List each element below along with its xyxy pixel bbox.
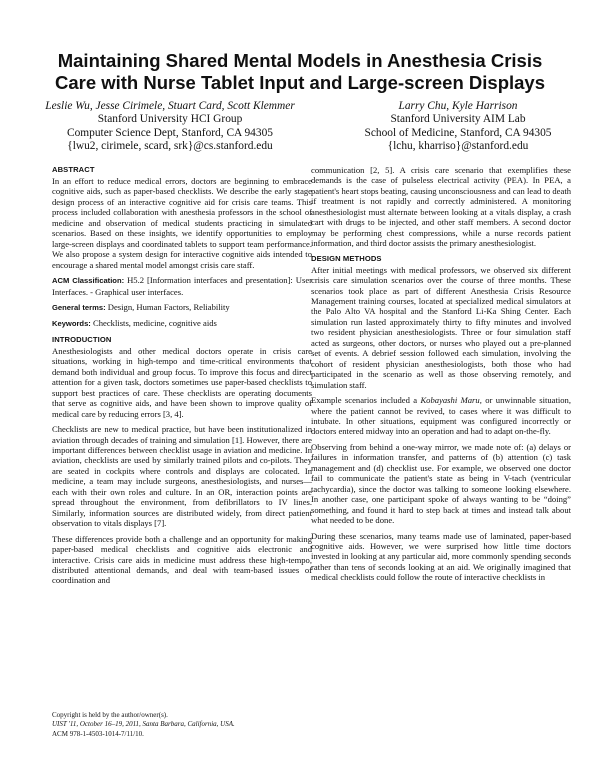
introduction-heading: INTRODUCTION xyxy=(52,334,112,344)
keywords-label: Keywords: xyxy=(52,319,91,329)
right-paragraph-3 xyxy=(311,395,571,437)
keywords xyxy=(52,318,312,329)
footnote-venue: UIST '11, October 16–19, 2011, Santa Barbara, California, USA. xyxy=(52,720,235,729)
left-column xyxy=(52,165,312,591)
footnote-line-2 xyxy=(52,720,312,729)
abstract-text: In an effort to reduce medical errors, doctors are beginning to embrace cognitive aids, such as paper-based checklists. We describe the early stage design process of an interactive cognitive aid for crisis care teams. This process included collaboration with anesthesia professors in the school of medicine and observation of medical students practicing in simulated scenarios. Based on these insights, we identify opportunities to employ large-screen displays and coordinated tablets to support team performance. We also propose a system design for interactive cognitive aids intended to encourage a shared mental model amongst crisis care staff. xyxy=(52,176,312,270)
design-methods-heading: DESIGN METHODS xyxy=(311,253,382,263)
right-paragraph-5: During these scenarios, many teams made use of laminated, paper-based cognitive aids. However, we were surprised how little time doctors invested in looking at any particular aid, more commonly spending seconds rather than tens of seconds looking at an aid. We originally imagined that medical checklists could follow the route of interactive checklists in xyxy=(311,530,571,583)
author-affiliation: Stanford University HCI Group xyxy=(97,113,243,126)
general-terms-text: Design, Human Factors, Reliability xyxy=(107,301,230,312)
p3-text-end: , or unwinnable situation, where the patient cannot be revived, to cases where it was difficult to intubate. In other situations, equipment was configured incorrectly or doctors entered midway into an operation and had to adapt on-the-fly. xyxy=(311,395,571,437)
keywords-text: Checklists, medicine, cognitive aids xyxy=(92,318,217,329)
p3-italic-term: Kobayashi Maru xyxy=(420,395,480,406)
author-email: {lwu2, cirimele, scard, srk}@cs.stanford.edu xyxy=(67,140,273,153)
author-names: Larry Chu, Kyle Harrison xyxy=(398,100,518,112)
author-block-2 xyxy=(318,100,598,154)
right-paragraph-4: Observing from behind a one-way mirror, we made note of: (a) delays or failures in information transfer, and patterns of (b) attention (c) task management and (d) checklist use. For example, we observed one doctor fail to communicate the patient's state as being in V-tach (ventricular tachycardia), since the doctor was talking to someone looking elsewhere. In another case, one participant spoke of always wanting to be “doing” something, and found it hard to step back at times and instead talk about what needed to be done. xyxy=(311,441,571,526)
general-terms xyxy=(52,302,312,313)
author-email: {lchu, kharriso}@stanford.edu xyxy=(387,140,529,153)
footnote-line-3: ACM 978-1-4503-1014-7/11/10. xyxy=(52,729,144,738)
author-affiliation: Stanford University AIM Lab xyxy=(390,113,526,126)
right-paragraph-2: After initial meetings with medical professors, we observed six different crisis care simulation scenarios over the course of three months. These scenarios took place as part of different Anesthesia Crisis Resource Management training courses, located at specialized medical simulators at the Palo Alto VA hospital and the Stanford Li-Ka Shing Center. Each simulation run lasted approximately thirty to fifty minutes and involved two resident physician anesthesiologists. Three or four simulation staff acted as surgeons, other doctors, or nurses who played out a pre-planned set of events. A debrief session followed each simulation, involving the cohort of resident physician anesthesiologists, both those who had participated in the scenario as well as those observing remotely, and simulation staff. xyxy=(311,264,571,390)
right-column xyxy=(311,165,571,588)
author-names: Leslie Wu, Jesse Cirimele, Stuart Card, Scott Klemmer xyxy=(45,100,295,112)
general-terms-label: General terms: xyxy=(52,302,106,312)
p3-text-start: Example scenarios included a xyxy=(311,395,421,406)
right-paragraph-1: communication [2, 5]. A crisis care scenario that exemplifies these demands is the case of pulseless electrical activity (PEA). In PEA, a patient's heart stops beating, causing unconsciousness and can lead to death if treatment is not rapidly and correctly administered. A monitoring anesthesiologist must alternate between looking at a vitals display, a crash cart with drugs to be injected, and other staff members. A second doctor may be performing chest compressions, while a nurse records patient information, and third doctor assists the primary anesthesiologist. xyxy=(311,165,571,249)
intro-paragraph-1: Anesthesiologists and other medical doctors operate in crisis care situations, working in high-tempo and time-critical environments that demand both individual and group focus. To improve this focus and direct attention for a given task, doctors sometimes use paper-based checklists to support best practices of care. These checklists are operating documents that serve as cognitive aids, and have been shown to improve quality of medical care by reducing errors [3, 4]. xyxy=(52,345,312,419)
acm-label: ACM Classification: xyxy=(52,276,125,286)
intro-paragraph-3: These differences provide both a challenge and an opportunity for making paper-based medical checklists and cognitive aids electronic and interactive. Crisis care aids in medicine must address these high-tempo, distributed attentional demands, and deal with team-based issues of coordination and xyxy=(52,533,312,586)
paper-title xyxy=(30,50,570,94)
title-line-1: Maintaining Shared Mental Models in Anesthesia Crisis xyxy=(57,50,543,71)
intro-paragraph-2: Checklists are new to medical practice, but have been institutionalized in aviation through decades of training and simulation [1]. However, there are important differences between checklist usage in aviation and medicine. In aviation, checklists are used by similarly trained pilots and co-pilots. They are seated in cockpits where controls and displays are colocated. In medicine, a team may include surgeons, anesthesiologists, and nurses—each with their own roles and culture. In an OR, interaction points are spread throughout the environment, from defibrillators to IV lines. Similarly, information sources are distributed widely, from direct patient observation to vitals displays [7]. xyxy=(52,424,312,529)
acm-classification xyxy=(52,275,312,297)
title-line-2: Care with Nurse Tablet Input and Large-screen Displays xyxy=(54,72,546,93)
copyright-footnote xyxy=(52,711,312,739)
footnote-line-1: Copyright is held by the author/owner(s). xyxy=(52,711,168,719)
abstract-heading: ABSTRACT xyxy=(52,165,95,174)
author-department: School of Medicine, Stanford, CA 94305 xyxy=(364,126,552,139)
author-block-1 xyxy=(30,100,310,154)
acm-text: H5.2 [Information interfaces and presentation]: User Interfaces. - Graphical user interfaces. xyxy=(52,275,313,297)
author-department: Computer Science Dept, Stanford, CA 94305 xyxy=(67,126,273,139)
